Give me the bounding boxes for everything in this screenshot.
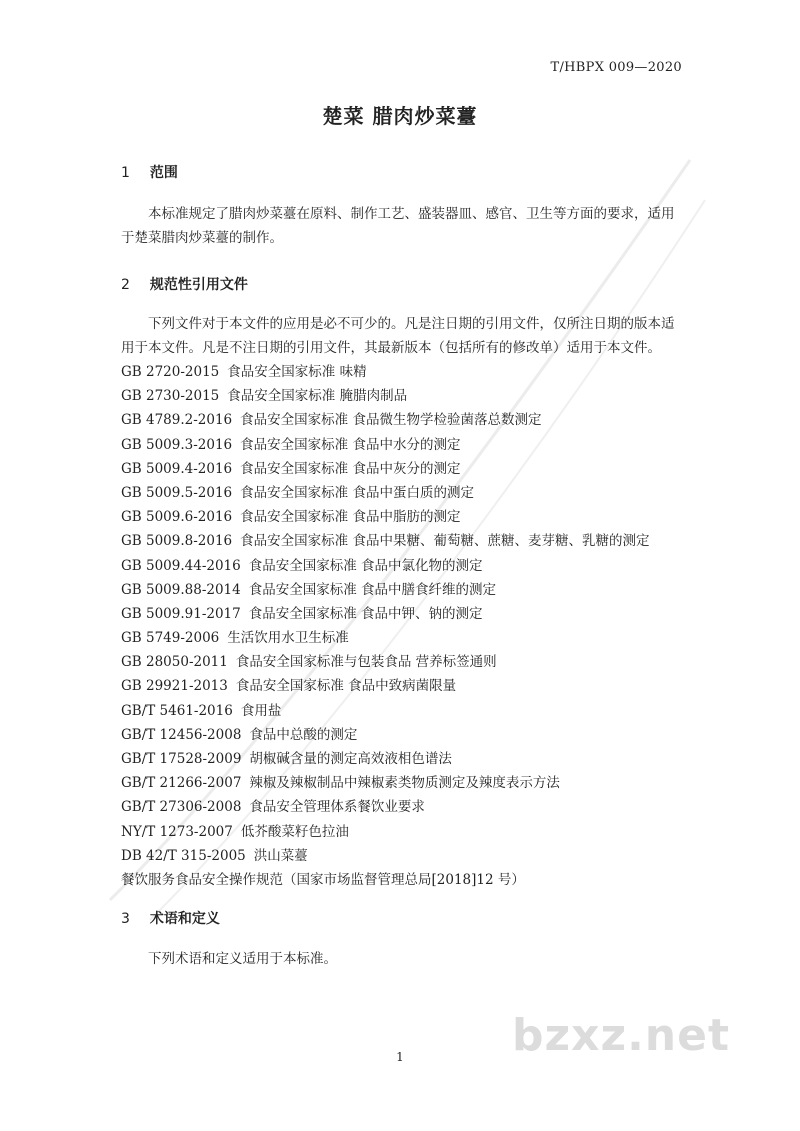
reference-item <box>121 795 701 819</box>
reference-code: GB 5009.3-2016 <box>121 436 233 453</box>
document-title: 楚菜 腊肉炒菜薹 <box>322 104 478 128</box>
reference-code: GB 5009.6-2016 <box>121 509 233 526</box>
reference-title: 生活饮用水卫生标准 <box>227 630 349 647</box>
reference-code: GB 5009.4-2016 <box>121 460 233 477</box>
reference-item <box>121 699 701 723</box>
reference-code: GB 5009.44-2016 <box>121 557 241 574</box>
section-title: 规范性引用文件 <box>149 277 248 293</box>
reference-code: GB 5009.91-2017 <box>121 605 241 622</box>
reference-code: GB 5009.8-2016 <box>121 533 233 550</box>
reference-item <box>121 650 701 674</box>
reference-title: 食品安全国家标准 味精 <box>227 364 367 380</box>
section-3-body: 下列术语和定义适用于本标准。 <box>148 951 337 967</box>
reference-item <box>121 457 701 481</box>
section-title: 术语和定义 <box>149 911 220 927</box>
reference-code: GB 4789.2-2016 <box>121 412 233 429</box>
reference-item <box>121 408 701 432</box>
reference-title: 食品安全国家标准 食品中水分的测定 <box>240 436 461 453</box>
reference-code: NY/T 1273-2007 <box>121 823 233 840</box>
reference-title: 辣椒及辣椒制品中辣椒素类物质测定及辣度表示方法 <box>249 775 560 792</box>
reference-title: 食品安全国家标准 食品中果糖、葡萄糖、蔗糖、麦芽糖、乳糖的测定 <box>240 533 650 550</box>
reference-code: GB 5009.5-2016 <box>121 484 233 501</box>
reference-item <box>121 578 701 602</box>
reference-code: GB 29921-2013 <box>121 678 228 695</box>
reference-title: 低芥酸菜籽色拉油 <box>240 823 349 840</box>
reference-item <box>121 602 701 626</box>
reference-item <box>121 747 701 771</box>
reference-code: DB 42/T 315-2005 <box>121 847 246 864</box>
reference-title: 餐饮服务食品安全操作规范（国家市场监督管理总局[2018]12 号） <box>121 871 525 888</box>
section-heading-3 <box>121 908 220 928</box>
reference-item <box>121 626 701 650</box>
section-title: 范围 <box>149 165 178 181</box>
reference-title: 胡椒碱含量的测定高效液相色谱法 <box>249 751 452 767</box>
reference-item <box>121 674 701 698</box>
reference-code: GB 28050-2011 <box>121 654 228 671</box>
reference-title: 食品安全国家标准 食品中氯化物的测定 <box>248 557 483 574</box>
reference-item <box>121 868 701 892</box>
reference-title: 食品安全国家标准与包装食品 营养标签通则 <box>235 654 497 671</box>
reference-title: 食品中总酸的测定 <box>249 726 358 743</box>
reference-code: GB 5749-2006 <box>121 630 220 647</box>
reference-item <box>121 771 701 795</box>
reference-item <box>121 723 701 747</box>
reference-item <box>121 433 701 457</box>
reference-item <box>121 360 701 384</box>
reference-code: GB/T 12456-2008 <box>121 726 242 743</box>
reference-item <box>121 820 701 844</box>
reference-list <box>121 360 701 892</box>
reference-item <box>121 384 701 408</box>
reference-title: 食品安全管理体系餐饮业要求 <box>249 799 425 816</box>
reference-item <box>121 554 701 578</box>
section-number: 1 <box>121 165 130 181</box>
standard-number: T/HBPX 009—2020 <box>550 60 682 75</box>
section-number: 2 <box>121 277 130 293</box>
reference-item <box>121 529 701 553</box>
reference-code: GB/T 21266-2007 <box>121 775 242 792</box>
reference-title: 食用盐 <box>240 702 282 719</box>
reference-title: 食品安全国家标准 腌腊肉制品 <box>227 388 408 405</box>
page-number: 1 <box>396 1050 404 1064</box>
section-heading-1 <box>121 162 178 182</box>
section-1-body: 本标准规定了腊肉炒菜薹在原料、制作工艺、盛装器皿、感官、卫生等方面的要求，适用于楚菜腊肉炒菜薹的制作。 <box>121 206 675 246</box>
site-watermark: bzxz.net <box>511 1010 730 1061</box>
reference-code: GB/T 5461-2016 <box>121 702 233 719</box>
reference-code: GB 2730-2015 <box>121 388 220 405</box>
reference-code: GB 5009.88-2014 <box>121 581 241 598</box>
section-number: 3 <box>121 911 130 927</box>
reference-item <box>121 481 701 505</box>
reference-item <box>121 505 701 529</box>
reference-title: 食品安全国家标准 食品中钾、钠的测定 <box>248 605 483 622</box>
reference-title: 洪山菜薹 <box>253 847 308 864</box>
reference-code: GB 2720-2015 <box>121 364 220 380</box>
reference-title: 食品安全国家标准 食品中致病菌限量 <box>235 678 457 695</box>
section-heading-2 <box>121 274 248 294</box>
reference-item <box>121 844 701 868</box>
reference-code: GB/T 27306-2008 <box>121 799 242 816</box>
reference-title: 食品安全国家标准 食品微生物学检验菌落总数测定 <box>240 412 542 429</box>
reference-title: 食品安全国家标准 食品中膳食纤维的测定 <box>248 581 497 598</box>
section-2-body: 下列文件对于本文件的应用是必不可少的。凡是注日期的引用文件，仅所注日期的版本适用于本文件。凡是不注日期的引用文件，其最新版本（包括所有的修改单）适用于本文件。 <box>121 316 675 356</box>
reference-code: GB/T 17528-2009 <box>121 751 242 767</box>
reference-title: 食品安全国家标准 食品中蛋白质的测定 <box>240 484 474 501</box>
reference-title: 食品安全国家标准 食品中脂肪的测定 <box>240 509 461 526</box>
reference-title: 食品安全国家标准 食品中灰分的测定 <box>240 460 461 477</box>
